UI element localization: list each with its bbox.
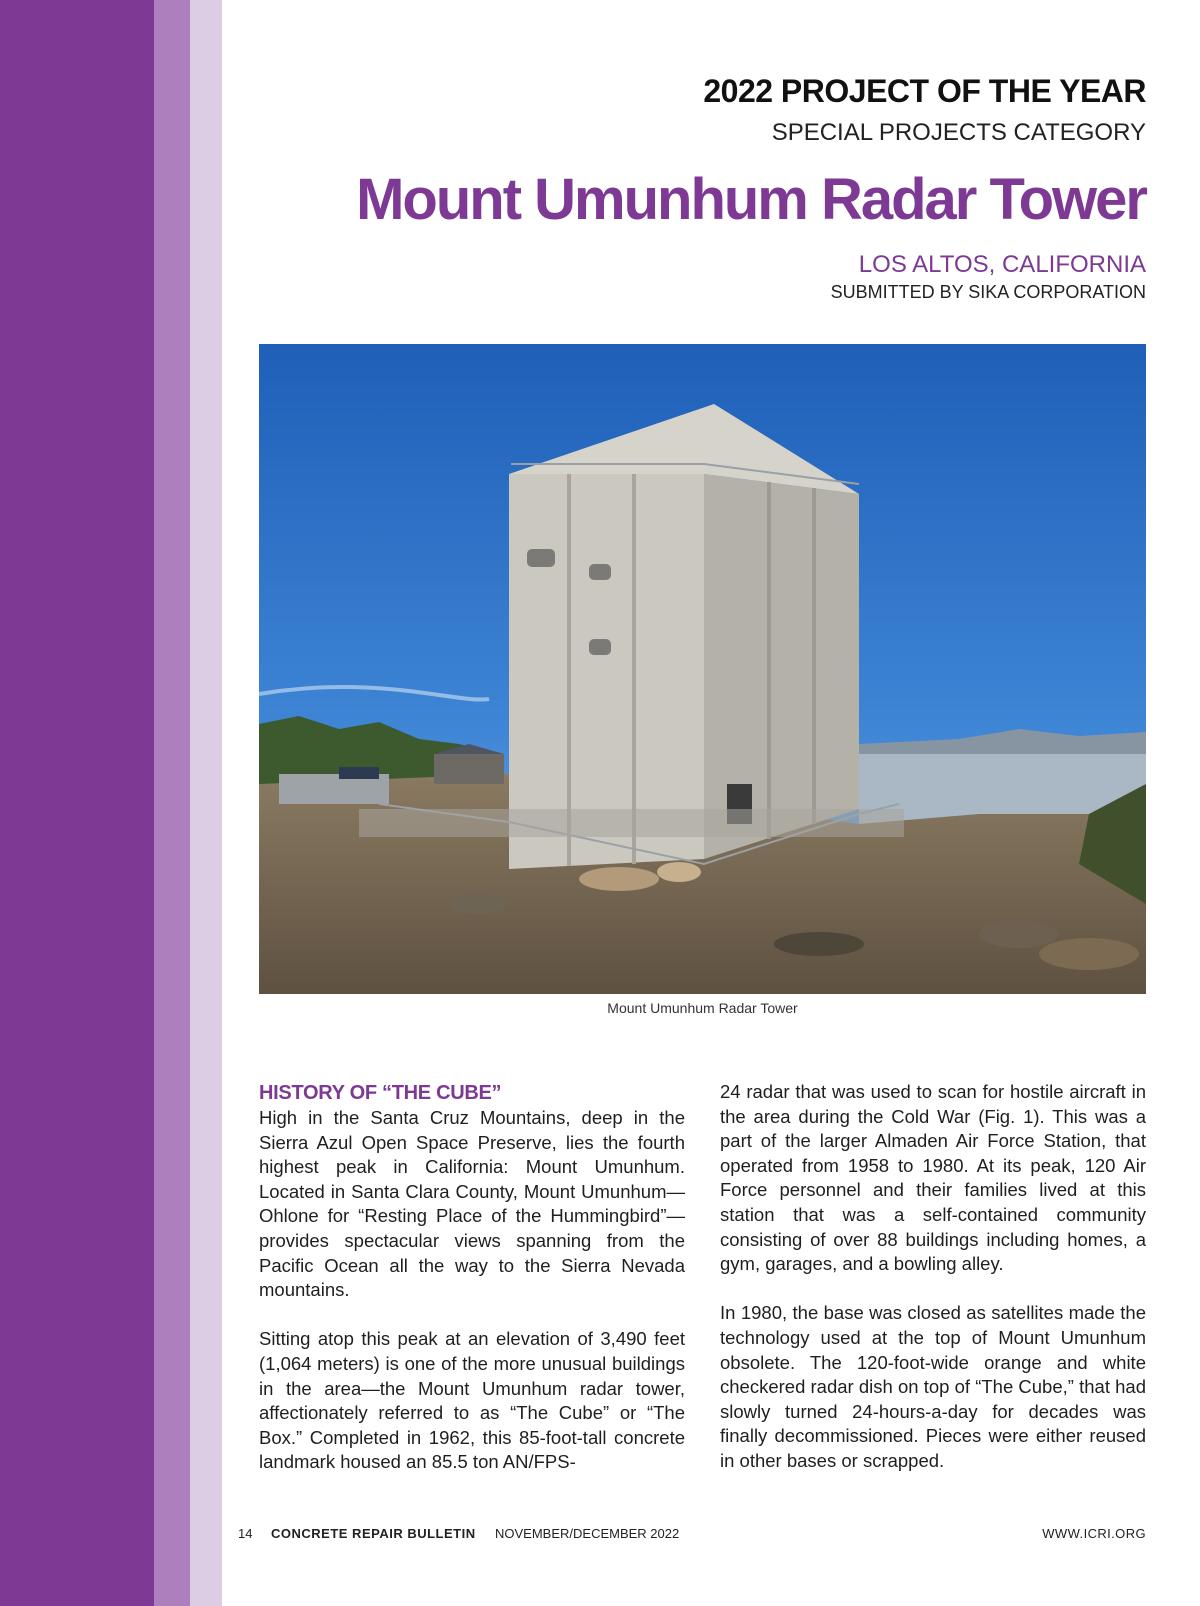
page-number: 14 — [238, 1526, 253, 1541]
page-title: Mount Umunhum Radar Tower — [356, 167, 1146, 232]
radar-tower-photo — [259, 344, 1146, 994]
article-column-right — [720, 1080, 1146, 1474]
award-category: SPECIAL PROJECTS CATEGORY — [771, 119, 1146, 146]
publication-name: CONCRETE REPAIR BULLETIN — [271, 1526, 476, 1541]
article-header — [246, 70, 1146, 304]
project-location: LOS ALTOS, CALIFORNIA — [858, 251, 1146, 278]
submitted-by: SUBMITTED BY SIKA CORPORATION — [830, 282, 1146, 302]
body-paragraph: Sitting atop this peak at an elevation of 3,490 feet (1,064 meters) is one of the more unusual buildings in the area—the Mount Umunhum radar tower, affectionately referred to as “The Cube” or “The Box.” Completed in 1962, this 85-foot-tall concrete landmark housed an 85.5 ton AN/FPS- — [259, 1328, 685, 1473]
issue-date: NOVEMBER/DECEMBER 2022 — [495, 1526, 680, 1541]
page-footer — [238, 1526, 1146, 1546]
body-paragraph: 24 radar that was used to scan for hostile aircraft in the area during the Cold War (Fig. 1). This was a part of the larger Almaden Air Force Station, that operated from 1958 to 1980. At its peak, 120 Air Force personnel and their families lived at this station that was a self-contained community consisting of over 88 buildings including homes, a gym, garages, and a bowling alley. — [720, 1081, 1146, 1275]
website-link[interactable]: WWW.ICRI.ORG — [1042, 1526, 1146, 1541]
article-column-left — [259, 1080, 685, 1475]
body-paragraph: In 1980, the base was closed as satellites made the technology used at the top of Mount Umunhum obsolete. The 120-foot-wide orange and white checkered radar dish on top of “The Cube,” that had slowly turned 24-hours-a-day for decades was finally decommissioned. Pieces were either reused in other bases or scrapped. — [720, 1302, 1146, 1471]
section-heading: HISTORY OF “THE CUBE” — [259, 1082, 502, 1104]
margin-stripe-dark — [0, 0, 154, 1606]
photo-caption: Mount Umunhum Radar Tower — [607, 1000, 798, 1016]
body-paragraph: High in the Santa Cruz Mountains, deep in the Sierra Azul Open Space Preserve, lies the fourth highest peak in California: Mount Umunhum. Located in Santa Clara County, Mount Umunhum—Ohlone for “Resting Place of the Hummingbird”—provides spectacular views spanning from the Pacific Ocean all the way to the Sierra Nevada mountains. — [259, 1107, 685, 1301]
margin-stripe-mid — [154, 0, 190, 1606]
award-kicker: 2022 PROJECT OF THE YEAR — [703, 73, 1146, 109]
radar-tower-illustration — [259, 344, 1146, 994]
margin-stripe-light — [190, 0, 222, 1606]
